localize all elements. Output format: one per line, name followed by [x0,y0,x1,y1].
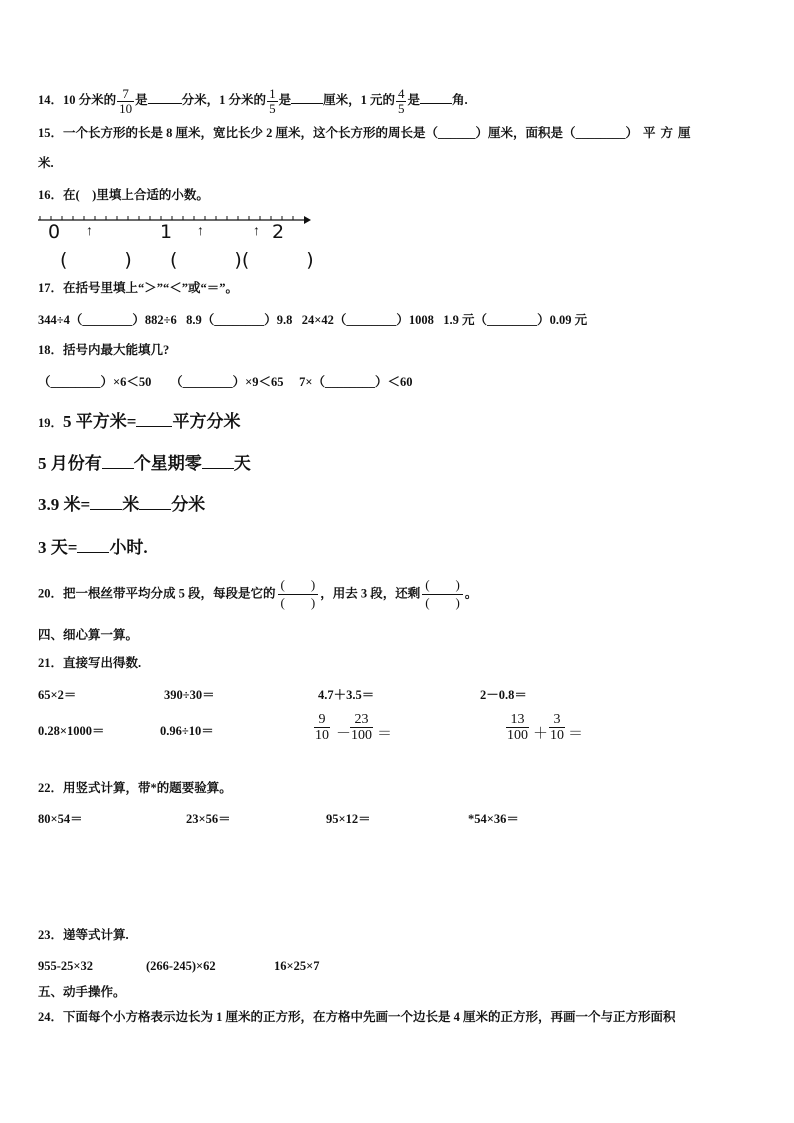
arrow-up-icon: ↑ [86,224,93,239]
text: ）882÷6 [132,313,177,327]
fraction [267,87,278,115]
arrow-up-icon: ↑ [253,224,260,239]
question-15-line2 [38,157,54,170]
denominator: 5 [397,100,405,116]
denominator: 10 [315,728,329,744]
fraction-blank[interactable] [278,577,319,612]
text: 平方分米 [172,412,241,431]
operator: ＝ [568,726,584,742]
question-22 [38,782,232,795]
question-20 [38,577,477,612]
answer-blank[interactable] [420,91,452,104]
text: 米. [38,156,54,170]
answer-blank[interactable]: ________ [214,313,265,327]
text: （ [170,375,183,389]
text: 分米 [171,495,206,514]
text: 24×42（ [301,313,347,327]
text: 1.9 元（ [443,313,488,327]
text: 个星期零 [133,454,202,473]
text: 。 [464,586,478,601]
q-number: 19． [38,416,64,430]
section-heading [38,986,126,999]
arrow-up-icon: ↑ [197,224,204,239]
calc-item: 0.28×1000＝ [38,724,105,738]
answer-blank[interactable]: ________ [346,313,397,327]
question-18 [38,344,169,357]
text: 米 [122,495,140,514]
text: 厘米，1 元的 [323,93,395,108]
q-number: 14． [38,93,64,108]
question-19-line1 [38,410,240,430]
question-19-line4 [38,536,148,556]
question-24 [38,1011,676,1024]
fraction [506,712,529,744]
text: 天 [233,454,251,473]
text: 五、动手操作。 [38,985,126,999]
tick-label: 2 [272,221,285,243]
text: 角. [451,93,468,108]
text: 8.9（ [186,313,215,327]
fraction-blank[interactable] [422,577,463,612]
question-23 [38,929,129,942]
answer-blank[interactable] [102,452,134,469]
answer-blank[interactable] [202,452,234,469]
answer-blank[interactable] [148,91,182,104]
text: 分米，1 分米的 [181,93,267,108]
calc-item: 390÷30＝ [164,688,215,702]
denominator: ( ) [425,594,460,610]
text: 22．用竖式计算，带*的题要验算。 [38,781,232,795]
answer-parens[interactable]: ( )( ) [170,249,314,271]
numerator: ( ) [278,577,319,595]
operator: ＝ [377,726,393,742]
text: 20．把一根丝带平均分成 5 段，每段是它的 [38,586,276,601]
calc-item: (266-245)×62 [146,959,216,973]
text: 24．下面每个小方格表示边长为 1 厘米的正方形，在方格中先画一个边长是 4 厘米的正方形，再画一个与正方形面积 [38,1010,676,1024]
answer-blank[interactable]: ______ [438,126,476,140]
text: 是 [135,93,148,108]
calc-item: *54×36＝ [468,812,519,826]
fraction [350,712,373,744]
q18-items [38,376,413,389]
text: 16．在( )里填上合适的小数。 [38,188,209,202]
text: 7×（ [299,375,326,389]
answer-blank[interactable]: ________ [82,313,133,327]
denominator: 5 [269,100,276,116]
numerator: 1 [269,86,276,101]
text: （ [38,375,51,389]
denominator: 10 [550,728,564,744]
text: ）9.8 [264,313,293,327]
answer-blank[interactable] [90,493,122,510]
question-15-line1 [38,127,696,140]
question-17 [38,282,238,295]
numerator: ( ) [422,577,463,595]
denominator: 100 [507,728,528,744]
section-heading [38,629,138,642]
fraction [549,712,565,744]
text: 5 平方米= [63,412,137,431]
calc-item: 2－0.8＝ [480,688,527,702]
tick-label: 1 [160,221,173,243]
numerator: 4 [397,86,405,101]
text: 四、细心算一算。 [38,628,139,642]
numerator: 23 [350,712,373,728]
text: ）0.09 元 [537,313,588,327]
fraction [314,712,330,744]
text: 17．在括号里填上“＞”“＜”或“＝”。 [38,281,239,295]
question-19-line2 [38,452,251,472]
answer-blank[interactable]: ________ [325,375,376,389]
answer-blank[interactable] [291,91,323,104]
calc-item: 65×2＝ [38,688,77,702]
text: ，用去 3 段，还剩 [320,586,421,601]
numerator: 13 [506,712,529,728]
numerator: 9 [314,712,330,728]
operator: － [336,726,352,742]
numerator: 3 [549,712,565,728]
operator: ＋ [533,726,549,742]
answer-blank[interactable] [136,410,172,427]
calc-item: 0.96÷10＝ [160,724,214,738]
text: 23．递等式计算. [38,928,129,942]
text: ）＜60 [375,375,413,389]
q17-items [38,314,587,327]
answer-blank[interactable]: ________ [182,375,233,389]
calc-item: 4.7＋3.5＝ [318,688,375,702]
fraction [117,87,134,115]
answer-blank[interactable] [139,493,171,510]
question-16 [38,189,209,202]
answer-parens[interactable]: ( ) [60,249,132,271]
answer-blank[interactable]: ________ [487,313,538,327]
numerator: 7 [117,87,134,102]
calc-item: 95×12＝ [326,812,371,826]
tick-label: 0 [48,221,61,243]
answer-blank[interactable] [77,536,109,553]
denominator: 100 [351,728,372,744]
text: 21．直接写出得数. [38,656,142,670]
text: 小时. [109,538,148,557]
text: ）×9＜65 [232,375,284,389]
text: 344÷4（ [38,313,83,327]
text: 3.9 米= [38,495,91,514]
text: 10 分米的 [63,93,117,108]
text: 3 天= [38,538,78,557]
text: ）厘米，面积是（ [475,126,576,140]
text: 是 [278,93,292,108]
text: 15．一个长方形的长是 8 厘米，宽比长少 2 厘米，这个长方形的周长是（ [38,126,439,140]
fraction [396,87,407,115]
calc-item: 16×25×7 [274,959,320,973]
question-14 [38,87,468,115]
calc-item: 23×56＝ [186,812,231,826]
question-21 [38,657,141,670]
denominator: ( ) [280,594,316,610]
answer-blank[interactable]: ________ [50,375,101,389]
text: 5 月份有 [38,454,102,473]
text: ）平方厘 [625,126,696,140]
calc-item: 955-25×32 [38,959,94,973]
answer-blank[interactable]: ________ [575,126,626,140]
text: ）1008 [396,313,434,327]
text: ）×6＜50 [100,375,152,389]
text: 是 [407,93,420,108]
calc-item: 80×54＝ [38,812,83,826]
question-19-line3 [38,493,205,513]
text: 18．括号内最大能填几? [38,343,170,357]
denominator: 10 [119,100,133,116]
